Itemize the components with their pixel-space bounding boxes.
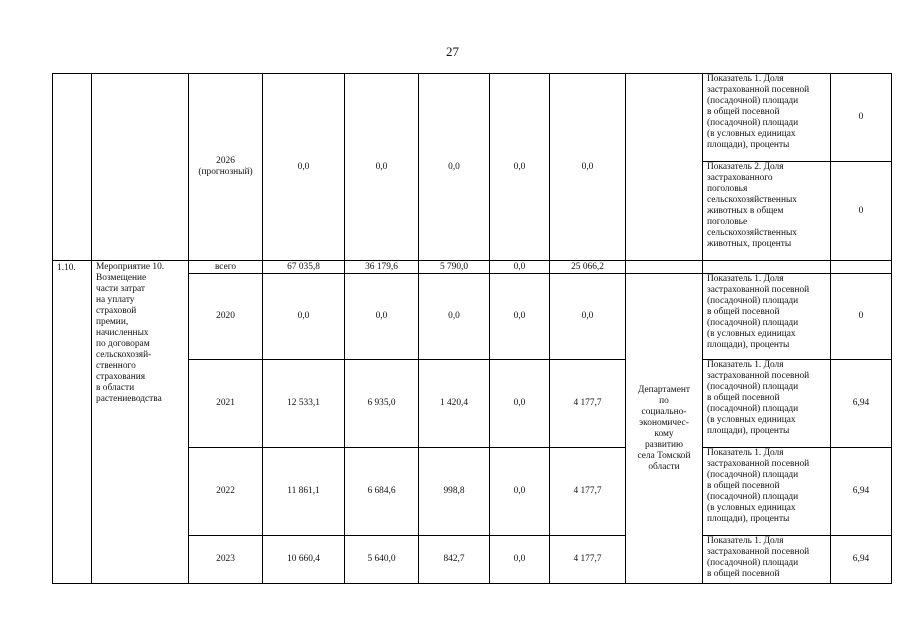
- total-value-cell: 25 066,2: [550, 261, 626, 274]
- indicator-cell: Показатель 1. Доля застрахованной посевной (посадочной) площади в общей посевной (посадочной) площади (в условных единицах площади), проценты: [703, 274, 831, 360]
- value-cell: 0,0: [490, 74, 550, 261]
- value-cell: 0,0: [263, 74, 345, 261]
- indicator-value-cell: 0: [831, 162, 892, 261]
- indicator-value-cell: 6,94: [831, 448, 892, 536]
- value-cell: 0,0: [490, 360, 550, 448]
- indicator-cell: [703, 261, 831, 274]
- period-cell: 2020: [189, 274, 263, 360]
- value-cell: 5 640,0: [345, 536, 419, 584]
- value-cell: 11 861,1: [263, 448, 345, 536]
- value-cell: 10 660,4: [263, 536, 345, 584]
- indicator-cell: Показатель 1. Доля застрахованной посевной (посадочной) площади в общей посевной (посадочной) площади (в условных единицах площади), проценты: [703, 360, 831, 448]
- indicator-value-cell: 6,94: [831, 536, 892, 584]
- period-cell: 2023: [189, 536, 263, 584]
- value-cell: 0,0: [490, 448, 550, 536]
- value-cell: 0,0: [490, 274, 550, 360]
- period-cell: 2021: [189, 360, 263, 448]
- value-cell: 1 420,4: [419, 360, 490, 448]
- program-table: [52, 73, 892, 584]
- total-value-cell: 5 790,0: [419, 261, 490, 274]
- measure-name-cell: [92, 74, 189, 261]
- indicator-value-cell: 0: [831, 274, 892, 360]
- value-cell: 0,0: [490, 536, 550, 584]
- value-cell: 0,0: [263, 274, 345, 360]
- indicator-cell: Показатель 1. Доля застрахованной посевной (посадочной) площади в общей посевной (посадочной) площади (в условных единицах площади), проценты: [703, 448, 831, 536]
- department-cell: [626, 74, 703, 261]
- value-cell: 0,0: [550, 74, 626, 261]
- table-row: [53, 74, 892, 162]
- indicator-cell: Показатель 1. Доля застрахованной посевной (посадочной) площади в общей посевной: [703, 536, 831, 584]
- value-cell: 6 935,0: [345, 360, 419, 448]
- department-cell: Департамент по социально- экономичес- кому развитию села Томской области: [626, 274, 703, 584]
- value-cell: 4 177,7: [550, 536, 626, 584]
- value-cell: 4 177,7: [550, 448, 626, 536]
- indicator-cell: Показатель 1. Доля застрахованной посевной (посадочной) площади в общей посевной (посадочной) площади (в условных единицах площади), проценты: [703, 74, 831, 162]
- period-cell: всего: [189, 261, 263, 274]
- page-number: 27: [446, 44, 459, 59]
- measure-name-cell: Мероприятие 10. Возмещение части затрат на уплату страховой премии, начисленных по договорам сельскохозяй- ственного страхования в области растениеводства: [92, 261, 189, 584]
- value-cell: 842,7: [419, 536, 490, 584]
- value-cell: 0,0: [419, 74, 490, 261]
- department-cell: [626, 261, 703, 274]
- value-cell: 998,8: [419, 448, 490, 536]
- indicator-value-cell: [831, 261, 892, 274]
- value-cell: 0,0: [419, 274, 490, 360]
- indicator-cell: Показатель 2. Доля застрахованного поголовья сельскохозяйственных животных в общем поголовье сельскохозяйственных животных, проценты: [703, 162, 831, 261]
- total-value-cell: 0,0: [490, 261, 550, 274]
- total-value-cell: 36 179,6: [345, 261, 419, 274]
- value-cell: 4 177,7: [550, 360, 626, 448]
- indicator-value-cell: 6,94: [831, 360, 892, 448]
- value-cell: 0,0: [345, 274, 419, 360]
- measure-number-cell: [53, 74, 92, 261]
- value-cell: 0,0: [345, 74, 419, 261]
- period-cell: 2026 (прогнозный): [189, 74, 263, 261]
- table-row: [53, 261, 892, 274]
- period-cell: 2022: [189, 448, 263, 536]
- value-cell: 12 533,1: [263, 360, 345, 448]
- measure-number-cell: 1.10.: [53, 261, 92, 584]
- value-cell: 0,0: [550, 274, 626, 360]
- indicator-value-cell: 0: [831, 74, 892, 162]
- value-cell: 6 684,6: [345, 448, 419, 536]
- total-value-cell: 67 035,8: [263, 261, 345, 274]
